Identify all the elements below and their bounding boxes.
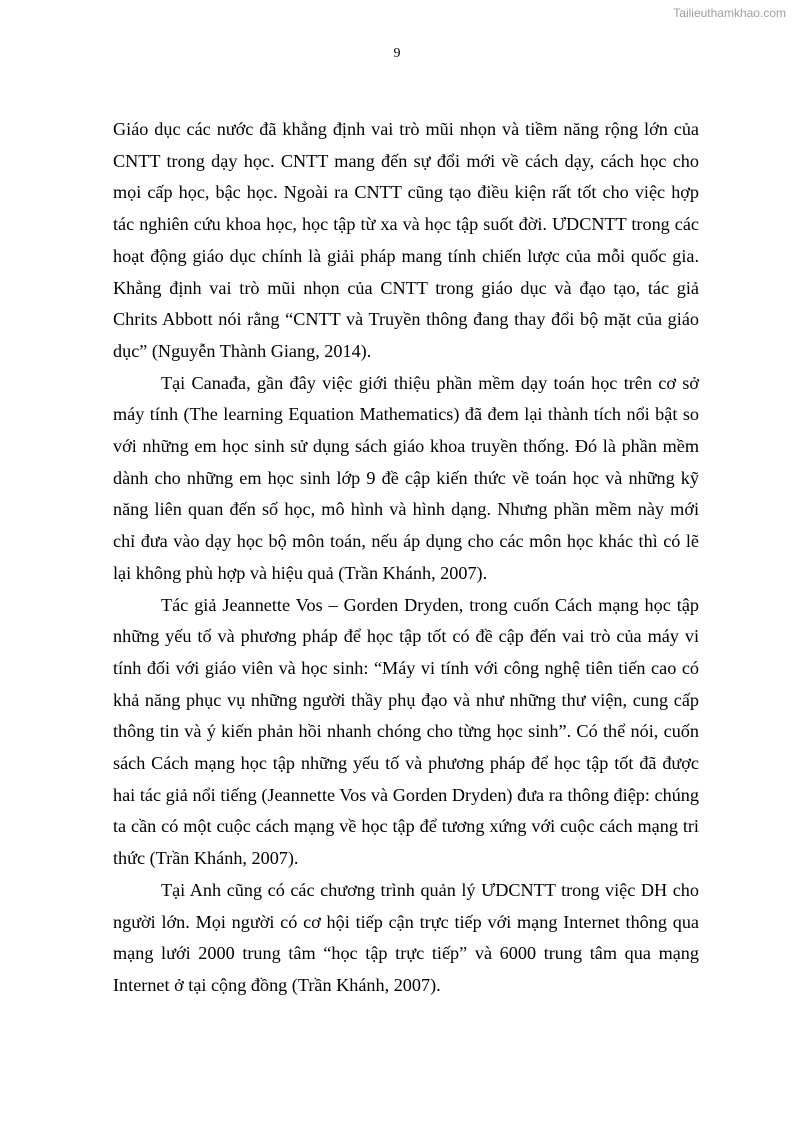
watermark: Tailieuthamkhao.com xyxy=(673,6,786,20)
paragraph-1: Giáo dục các nước đã khẳng định vai trò mũi nhọn và tiềm năng rộng lớn của CNTT trong dạy học. CNTT mang đến sự đổi mới về cách dạy, cách học cho mọi cấp học, bậc học. Ngoài ra CNTT cũng tạo điều kiện rất tốt cho việc hợp tác nghiên cứu khoa học, học tập từ xa và học tập suốt đời. ƯDCNTT trong các hoạt động giáo dục chính là giải pháp mang tính chiến lược của mỗi quốc gia. Khẳng định vai trò mũi nhọn của CNTT trong giáo dục và đạo tạo, tác giả Chrits Abbott nói rằng “CNTT và Truyền thông đang thay đổi bộ mặt của giáo dục” (Nguyễn Thành Giang, 2014). xyxy=(113,119,699,361)
paragraph-2: Tại Canađa, gần đây việc giới thiệu phần mềm dạy toán học trên cơ sở máy tính (The learning Equation Mathematics) đã đem lại thành tích nổi bật so với những em học sinh sử dụng sách giáo khoa truyền thống. Đó là phần mềm dành cho những em học sinh lớp 9 đề cập kiến thức về toán học và những kỹ năng liên quan đến số học, mô hình và hình dạng. Nhưng phần mềm này mới chỉ đưa vào dạy học bộ môn toán, nếu áp dụng cho các môn học khác thì có lẽ lại không phù hợp và hiệu quả (Trần Khánh, 2007). xyxy=(113,372,699,583)
document-body xyxy=(113,114,699,1002)
paragraph-3: Tác giả Jeannette Vos – Gorden Dryden, trong cuốn Cách mạng học tập những yếu tố và phương pháp để học tập tốt có đề cập đến vai trò của máy vi tính đối với giáo viên và học sinh: “Máy vi tính với công nghệ tiên tiến cao có khả năng phục vụ những người thầy phụ đạo và như những thư viện, cung cấp thông tin và ý kiến phản hồi nhanh chóng cho từng học sinh”. Có thể nói, cuốn sách Cách mạng học tập những yếu tố và phương pháp để học tập tốt đã được hai tác giả nổi tiếng (Jeannette Vos và Gorden Dryden) đưa ra thông điệp: chúng ta cần có một cuộc cách mạng về học tập để tương xứng với cuộc cách mạng tri thức (Trần Khánh, 2007). xyxy=(113,594,699,869)
paragraph-4: Tại Anh cũng có các chương trình quản lý ƯDCNTT trong việc DH cho người lớn. Mọi người có cơ hội tiếp cận trực tiếp với mạng Internet thông qua mạng lưới 2000 trung tâm “học tập trực tiếp” và 6000 trung tâm qua mạng Internet ở tại cộng đồng (Trần Khánh, 2007). xyxy=(113,879,699,995)
page-number: 9 xyxy=(393,46,401,61)
